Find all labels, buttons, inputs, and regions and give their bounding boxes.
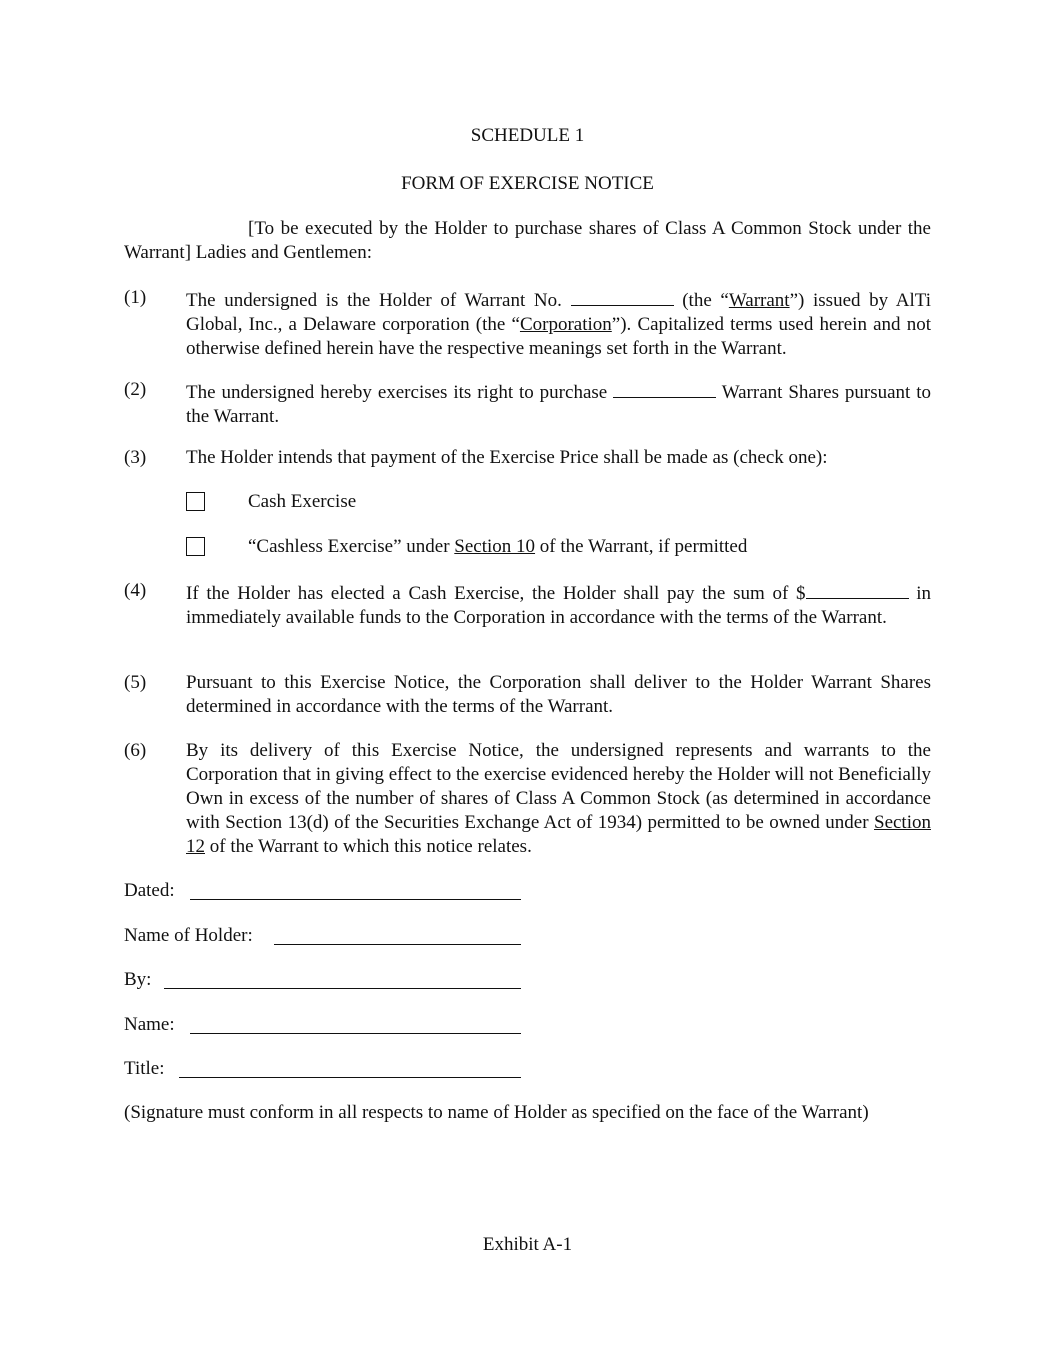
by-line[interactable] — [164, 988, 521, 989]
clause-4 — [124, 579, 931, 630]
clause-text: of the Warrant to which this notice relates. — [209, 836, 532, 857]
name-of-holder-line[interactable] — [274, 944, 521, 945]
clause-body — [186, 739, 931, 859]
clause-text: The undersigned is the Holder of Warrant No. — [186, 290, 562, 311]
clause-text: ”) issued by AlTi Global, Inc., a Delaware corporation (the “ — [186, 290, 932, 335]
name-of-holder-label: Name of Holder: — [124, 925, 253, 946]
cashless-text: of the Warrant, if permitted — [539, 536, 748, 557]
title-line[interactable] — [179, 1077, 521, 1078]
clause-number: (6) — [124, 740, 147, 761]
clause-body — [186, 286, 931, 361]
clause-text: (the “ — [682, 290, 729, 311]
clause-6 — [124, 739, 931, 859]
clause-body — [186, 579, 931, 630]
intro-paragraph: [To be executed by the Holder to purchase shares of Class A Common Stock under the Warrant] Ladies and Gentlemen: — [124, 218, 931, 263]
by-label: By: — [124, 969, 152, 990]
clause-number: (4) — [124, 580, 147, 601]
clause-number: (1) — [124, 287, 147, 308]
schedule-heading: SCHEDULE 1 — [470, 125, 585, 146]
clause-body: The Holder intends that payment of the Exercise Price shall be made as (check one): — [186, 447, 828, 468]
clause-text: Warrant Shares pursuant to the Warrant. — [186, 382, 931, 427]
clause-text: By its delivery of this Exercise Notice, the undersigned represents and warrants to the Corporation that in giving effect to the exercise evidenced hereby the Holder will not Beneficially Own in excess of the number of shares of Class A Common Stock (as determined in accordance with Section 13(d) of the Securities Exchange Act of 1934) permitted to be owned under — [186, 740, 931, 833]
name-line[interactable] — [190, 1033, 521, 1034]
exhibit-footer: Exhibit A-1 — [482, 1234, 573, 1255]
clause-2 — [124, 378, 931, 429]
clause-number: (5) — [124, 672, 147, 693]
clause-text: in immediately available funds to the Corporation in accordance with the terms of the Warrant. — [186, 583, 931, 628]
name-label: Name: — [124, 1014, 175, 1035]
clause-body — [186, 378, 931, 429]
cash-exercise-label: Cash Exercise — [248, 491, 357, 512]
dated-line[interactable] — [190, 899, 521, 900]
warrant-shares-blank[interactable] — [613, 378, 716, 398]
clause-text: The undersigned hereby exercises its right to purchase — [186, 382, 608, 403]
signature-note: (Signature must conform in all respects to name of Holder as specified on the face of the Warrant) — [124, 1102, 869, 1123]
cashless-exercise-label — [248, 535, 747, 559]
clause-number: (2) — [124, 379, 147, 400]
cashless-text: “Cashless Exercise” under — [248, 536, 450, 557]
warrant-defined-term: Warrant — [728, 290, 790, 311]
clause-text: If the Holder has elected a Cash Exercise, the Holder shall pay the sum of $ — [186, 583, 806, 604]
clause-text: ”). Capitalized terms used herein and not otherwise defined herein have the respective meanings set forth in the Warrant. — [186, 314, 931, 359]
clause-1 — [124, 286, 931, 361]
dated-label: Dated: — [124, 880, 175, 901]
clause-body: Pursuant to this Exercise Notice, the Corporation shall deliver to the Holder Warrant Shares determined in accordance with the terms of the Warrant. — [186, 672, 931, 717]
clause-5 — [124, 671, 931, 719]
clause-number: (3) — [124, 447, 147, 468]
form-title: FORM OF EXERCISE NOTICE — [401, 173, 654, 194]
cashless-exercise-checkbox[interactable] — [186, 537, 205, 556]
payment-amount-blank[interactable] — [806, 579, 909, 599]
warrant-number-blank[interactable] — [571, 286, 674, 306]
corporation-defined-term: Corporation — [519, 314, 612, 335]
cash-exercise-checkbox[interactable] — [186, 492, 205, 511]
clause-3 — [124, 446, 931, 470]
title-label: Title: — [124, 1058, 165, 1079]
section-12-reference: Section 12 — [186, 812, 931, 857]
section-10-reference: Section 10 — [454, 536, 536, 557]
